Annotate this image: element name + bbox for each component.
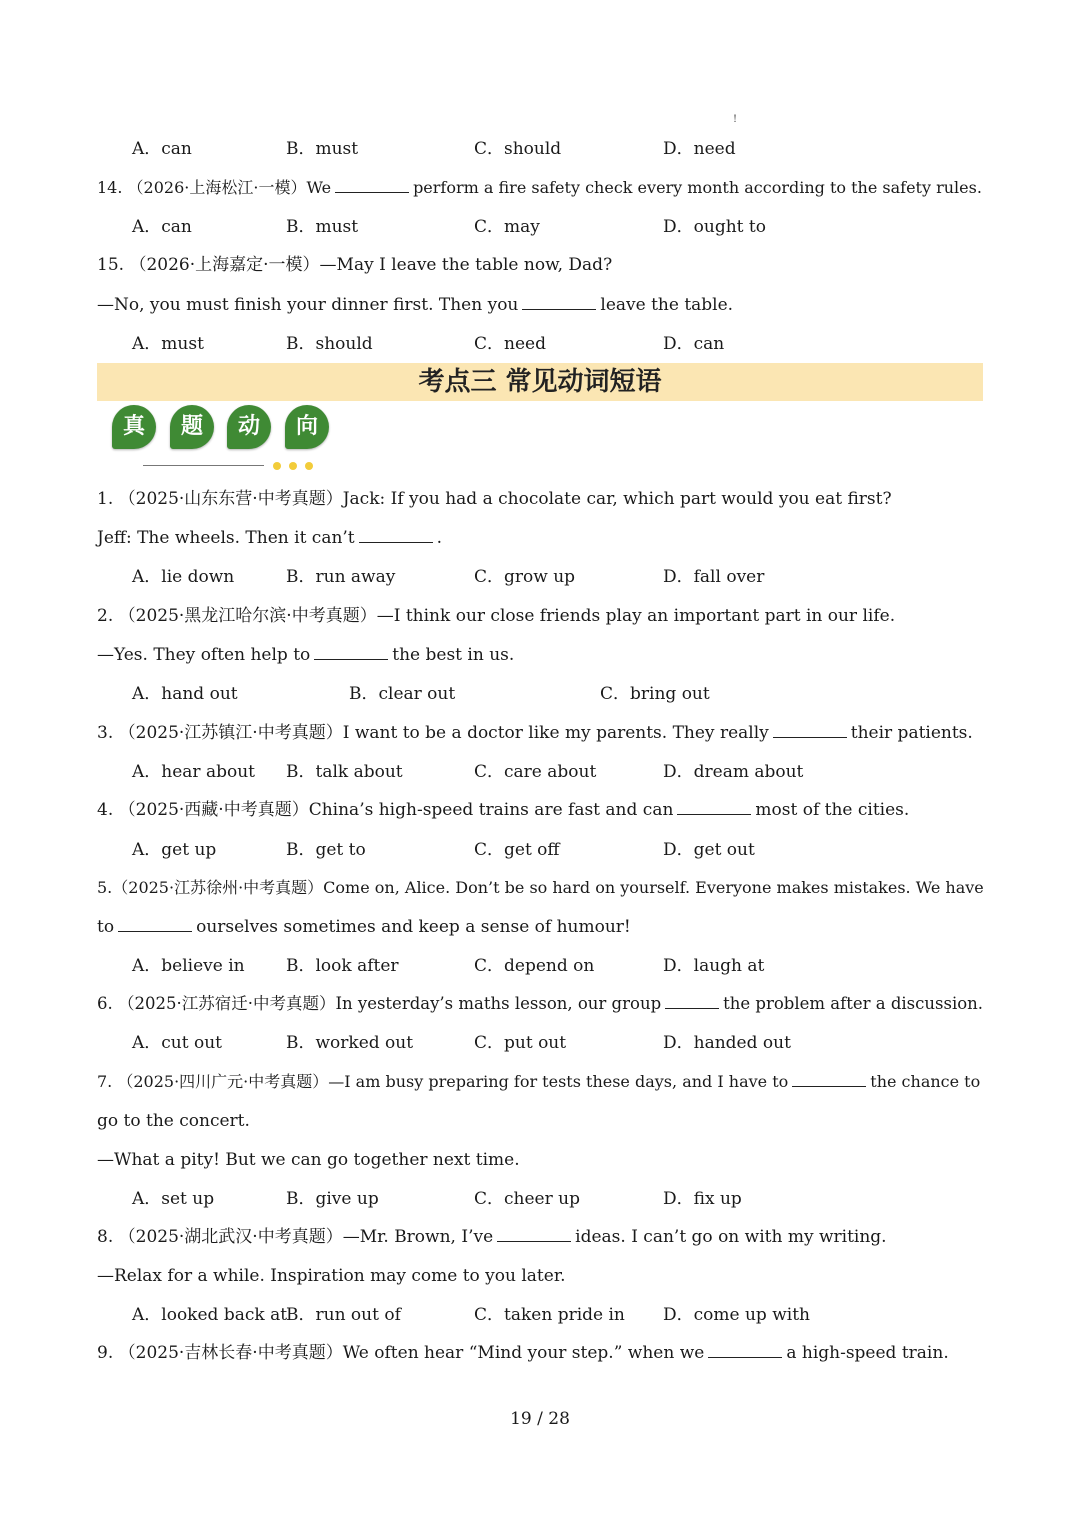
question-1-reply xyxy=(97,526,442,550)
answer-blank[interactable] xyxy=(118,915,192,932)
question-source: （2025·湖北武汉·中考真题） xyxy=(118,1227,343,1247)
question-source: （2026·上海嘉定·一模） xyxy=(129,255,320,275)
section-badge xyxy=(112,405,156,449)
question-text: In yesterday’s maths lesson, our group xyxy=(335,994,662,1013)
option-c[interactable]: C．depend on xyxy=(474,956,595,976)
section-badge xyxy=(285,405,329,449)
question-source: （2026·上海松江·一模） xyxy=(127,178,307,197)
question-text: —Yes. They often help to xyxy=(97,645,311,665)
option-a[interactable]: A．set up xyxy=(132,1189,215,1209)
answer-blank[interactable] xyxy=(665,992,719,1009)
option-b[interactable]: B．give up xyxy=(286,1189,379,1209)
decor-dot xyxy=(289,462,297,470)
answer-blank[interactable] xyxy=(497,1225,571,1242)
question-text: —No, you must finish your dinner first. Then you xyxy=(97,295,519,315)
question-text: to xyxy=(97,917,115,937)
question-text: the problem after a discussion. xyxy=(723,994,984,1013)
option-d[interactable]: D．fall over xyxy=(663,567,765,587)
option-d[interactable]: D．come up with xyxy=(663,1305,810,1325)
badge-char: 真 xyxy=(122,414,145,439)
answer-blank[interactable] xyxy=(314,643,388,660)
question-text: their patients. xyxy=(850,723,973,743)
question-2 xyxy=(97,604,895,628)
question-text: . xyxy=(436,528,443,548)
question-5-cont xyxy=(97,915,631,939)
question-source: （2025·江苏徐州·中考真题） xyxy=(112,878,324,897)
question-text: —May I leave the table now, Dad? xyxy=(319,255,613,275)
answer-blank[interactable] xyxy=(359,526,433,543)
question-1 xyxy=(97,487,892,511)
option-c[interactable]: C．put out xyxy=(474,1033,567,1053)
option-b[interactable]: B．run away xyxy=(286,567,396,587)
question-number: 2. xyxy=(97,606,114,626)
option-b[interactable]: B．must xyxy=(286,217,359,237)
option-a[interactable]: A．lie down xyxy=(132,567,235,587)
option-a[interactable]: A．get up xyxy=(132,840,217,860)
option-a[interactable]: A．can xyxy=(132,217,192,237)
option-a[interactable]: A．cut out xyxy=(132,1033,222,1053)
question-text: China’s high-speed trains are fast and can xyxy=(308,800,674,820)
option-b[interactable]: B．run out of xyxy=(286,1305,401,1325)
option-d[interactable]: D．dream about xyxy=(663,762,804,782)
option-c[interactable]: C．need xyxy=(474,334,546,354)
answer-blank[interactable] xyxy=(335,176,409,193)
question-text: leave the table. xyxy=(600,295,734,315)
question-text: the best in us. xyxy=(392,645,515,665)
question-number: 3. xyxy=(97,723,114,743)
page-number: 19 / 28 xyxy=(510,1409,570,1429)
option-c[interactable]: C．get off xyxy=(474,840,560,860)
question-source: （2025·黑龙江哈尔滨·中考真题） xyxy=(118,606,377,626)
answer-blank[interactable] xyxy=(773,721,847,738)
section-banner xyxy=(97,363,983,401)
option-c[interactable]: C．should xyxy=(474,139,562,159)
question-6 xyxy=(97,992,983,1016)
option-a[interactable]: A．can xyxy=(132,139,192,159)
section-title: 考点三 常见动词短语 xyxy=(418,367,662,397)
option-a[interactable]: A．hand out xyxy=(132,684,238,704)
option-d[interactable]: D．laugh at xyxy=(663,956,765,976)
option-a[interactable]: A．must xyxy=(132,334,204,354)
question-8-reply: —Relax for a while. Inspiration may come to you later. xyxy=(97,1266,566,1286)
question-5 xyxy=(97,876,984,900)
badge-char: 动 xyxy=(237,414,260,439)
question-text: ourselves sometimes and keep a sense of humour! xyxy=(196,917,631,937)
question-text: We xyxy=(306,178,332,197)
option-c[interactable]: C．taken pride in xyxy=(474,1305,625,1325)
question-text: Come on, Alice. Don’t be so hard on yourself. Everyone makes mistakes. We have xyxy=(323,878,984,897)
option-b[interactable]: B．worked out xyxy=(286,1033,414,1053)
question-source: （2025·四川广元·中考真题） xyxy=(117,1072,329,1091)
question-14 xyxy=(97,176,982,200)
badge-char: 题 xyxy=(180,414,203,439)
question-text: perform a fire safety check every month according to the safety rules. xyxy=(413,178,982,197)
question-8 xyxy=(97,1225,887,1249)
badge-char: 向 xyxy=(295,414,318,439)
question-text: ideas. I can’t go on with my writing. xyxy=(575,1227,887,1247)
question-7 xyxy=(97,1070,980,1094)
option-b[interactable]: B．get to xyxy=(286,840,366,860)
answer-blank[interactable] xyxy=(708,1341,782,1358)
question-text: I want to be a doctor like my parents. They really xyxy=(342,723,769,743)
question-number: 14. xyxy=(97,178,123,197)
question-text: a high-speed train. xyxy=(786,1343,949,1363)
option-d[interactable]: D．ought to xyxy=(663,217,766,237)
question-15-reply xyxy=(97,293,733,317)
question-text: Jeff: The wheels. Then it can’t xyxy=(97,528,355,548)
answer-blank[interactable] xyxy=(792,1070,866,1087)
question-text: Jack: If you had a chocolate car, which part would you eat first? xyxy=(342,489,892,509)
divider-line xyxy=(143,465,264,466)
question-source: （2025·江苏宿迁·中考真题） xyxy=(118,994,336,1013)
option-a[interactable]: A．looked back at xyxy=(132,1305,288,1325)
question-source: （2025·江苏镇江·中考真题） xyxy=(118,723,343,743)
option-d[interactable]: D．handed out xyxy=(663,1033,791,1053)
section-badge xyxy=(170,405,214,449)
option-b[interactable]: B．must xyxy=(286,139,359,159)
section-badge xyxy=(227,405,271,449)
option-a[interactable]: A．believe in xyxy=(132,956,245,976)
option-c[interactable]: C．bring out xyxy=(600,684,710,704)
option-d[interactable]: D．need xyxy=(663,139,736,159)
question-7-cont: go to the concert. xyxy=(97,1111,250,1131)
option-d[interactable]: D．fix up xyxy=(663,1189,742,1209)
question-source: （2025·山东东营·中考真题） xyxy=(118,489,343,509)
question-3 xyxy=(97,721,973,745)
question-text: most of the cities. xyxy=(755,800,910,820)
question-text: —Mr. Brown, I’ve xyxy=(342,1227,494,1247)
option-b[interactable]: B．clear out xyxy=(349,684,456,704)
question-number: 7. xyxy=(97,1072,113,1091)
question-number: 8. xyxy=(97,1227,114,1247)
question-number: 1. xyxy=(97,489,114,509)
option-c[interactable]: C．may xyxy=(474,217,540,237)
question-text: the chance to xyxy=(870,1072,981,1091)
question-9 xyxy=(97,1341,949,1365)
option-c[interactable]: C．care about xyxy=(474,762,597,782)
question-number: 5. xyxy=(97,878,113,897)
question-2-reply xyxy=(97,643,514,667)
option-b[interactable]: B．should xyxy=(286,334,373,354)
stray-mark: ! xyxy=(733,114,738,125)
option-c[interactable]: C．grow up xyxy=(474,567,576,587)
question-4 xyxy=(97,798,909,822)
answer-blank[interactable] xyxy=(522,293,596,310)
option-a[interactable]: A．hear about xyxy=(132,762,255,782)
question-number: 15. xyxy=(97,255,125,275)
question-text: We often hear “Mind your step.” when we xyxy=(342,1343,705,1363)
question-7-reply: —What a pity! But we can go together next time. xyxy=(97,1150,520,1170)
option-c[interactable]: C．cheer up xyxy=(474,1189,580,1209)
option-b[interactable]: B．talk about xyxy=(286,762,403,782)
question-text: —I think our close friends play an important part in our life. xyxy=(376,606,896,626)
question-number: 4. xyxy=(97,800,114,820)
question-number: 6. xyxy=(97,994,113,1013)
question-text: —I am busy preparing for tests these days, and I have to xyxy=(328,1072,789,1091)
question-number: 9. xyxy=(97,1343,114,1363)
option-d[interactable]: D．can xyxy=(663,334,725,354)
decor-dot xyxy=(273,462,281,470)
option-b[interactable]: B．look after xyxy=(286,956,399,976)
question-15 xyxy=(97,253,612,277)
answer-blank[interactable] xyxy=(677,798,751,815)
decor-dot xyxy=(305,462,313,470)
question-source: （2025·吉林长春·中考真题） xyxy=(118,1343,343,1363)
question-source: （2025·西藏·中考真题） xyxy=(118,800,309,820)
option-d[interactable]: D．get out xyxy=(663,840,755,860)
